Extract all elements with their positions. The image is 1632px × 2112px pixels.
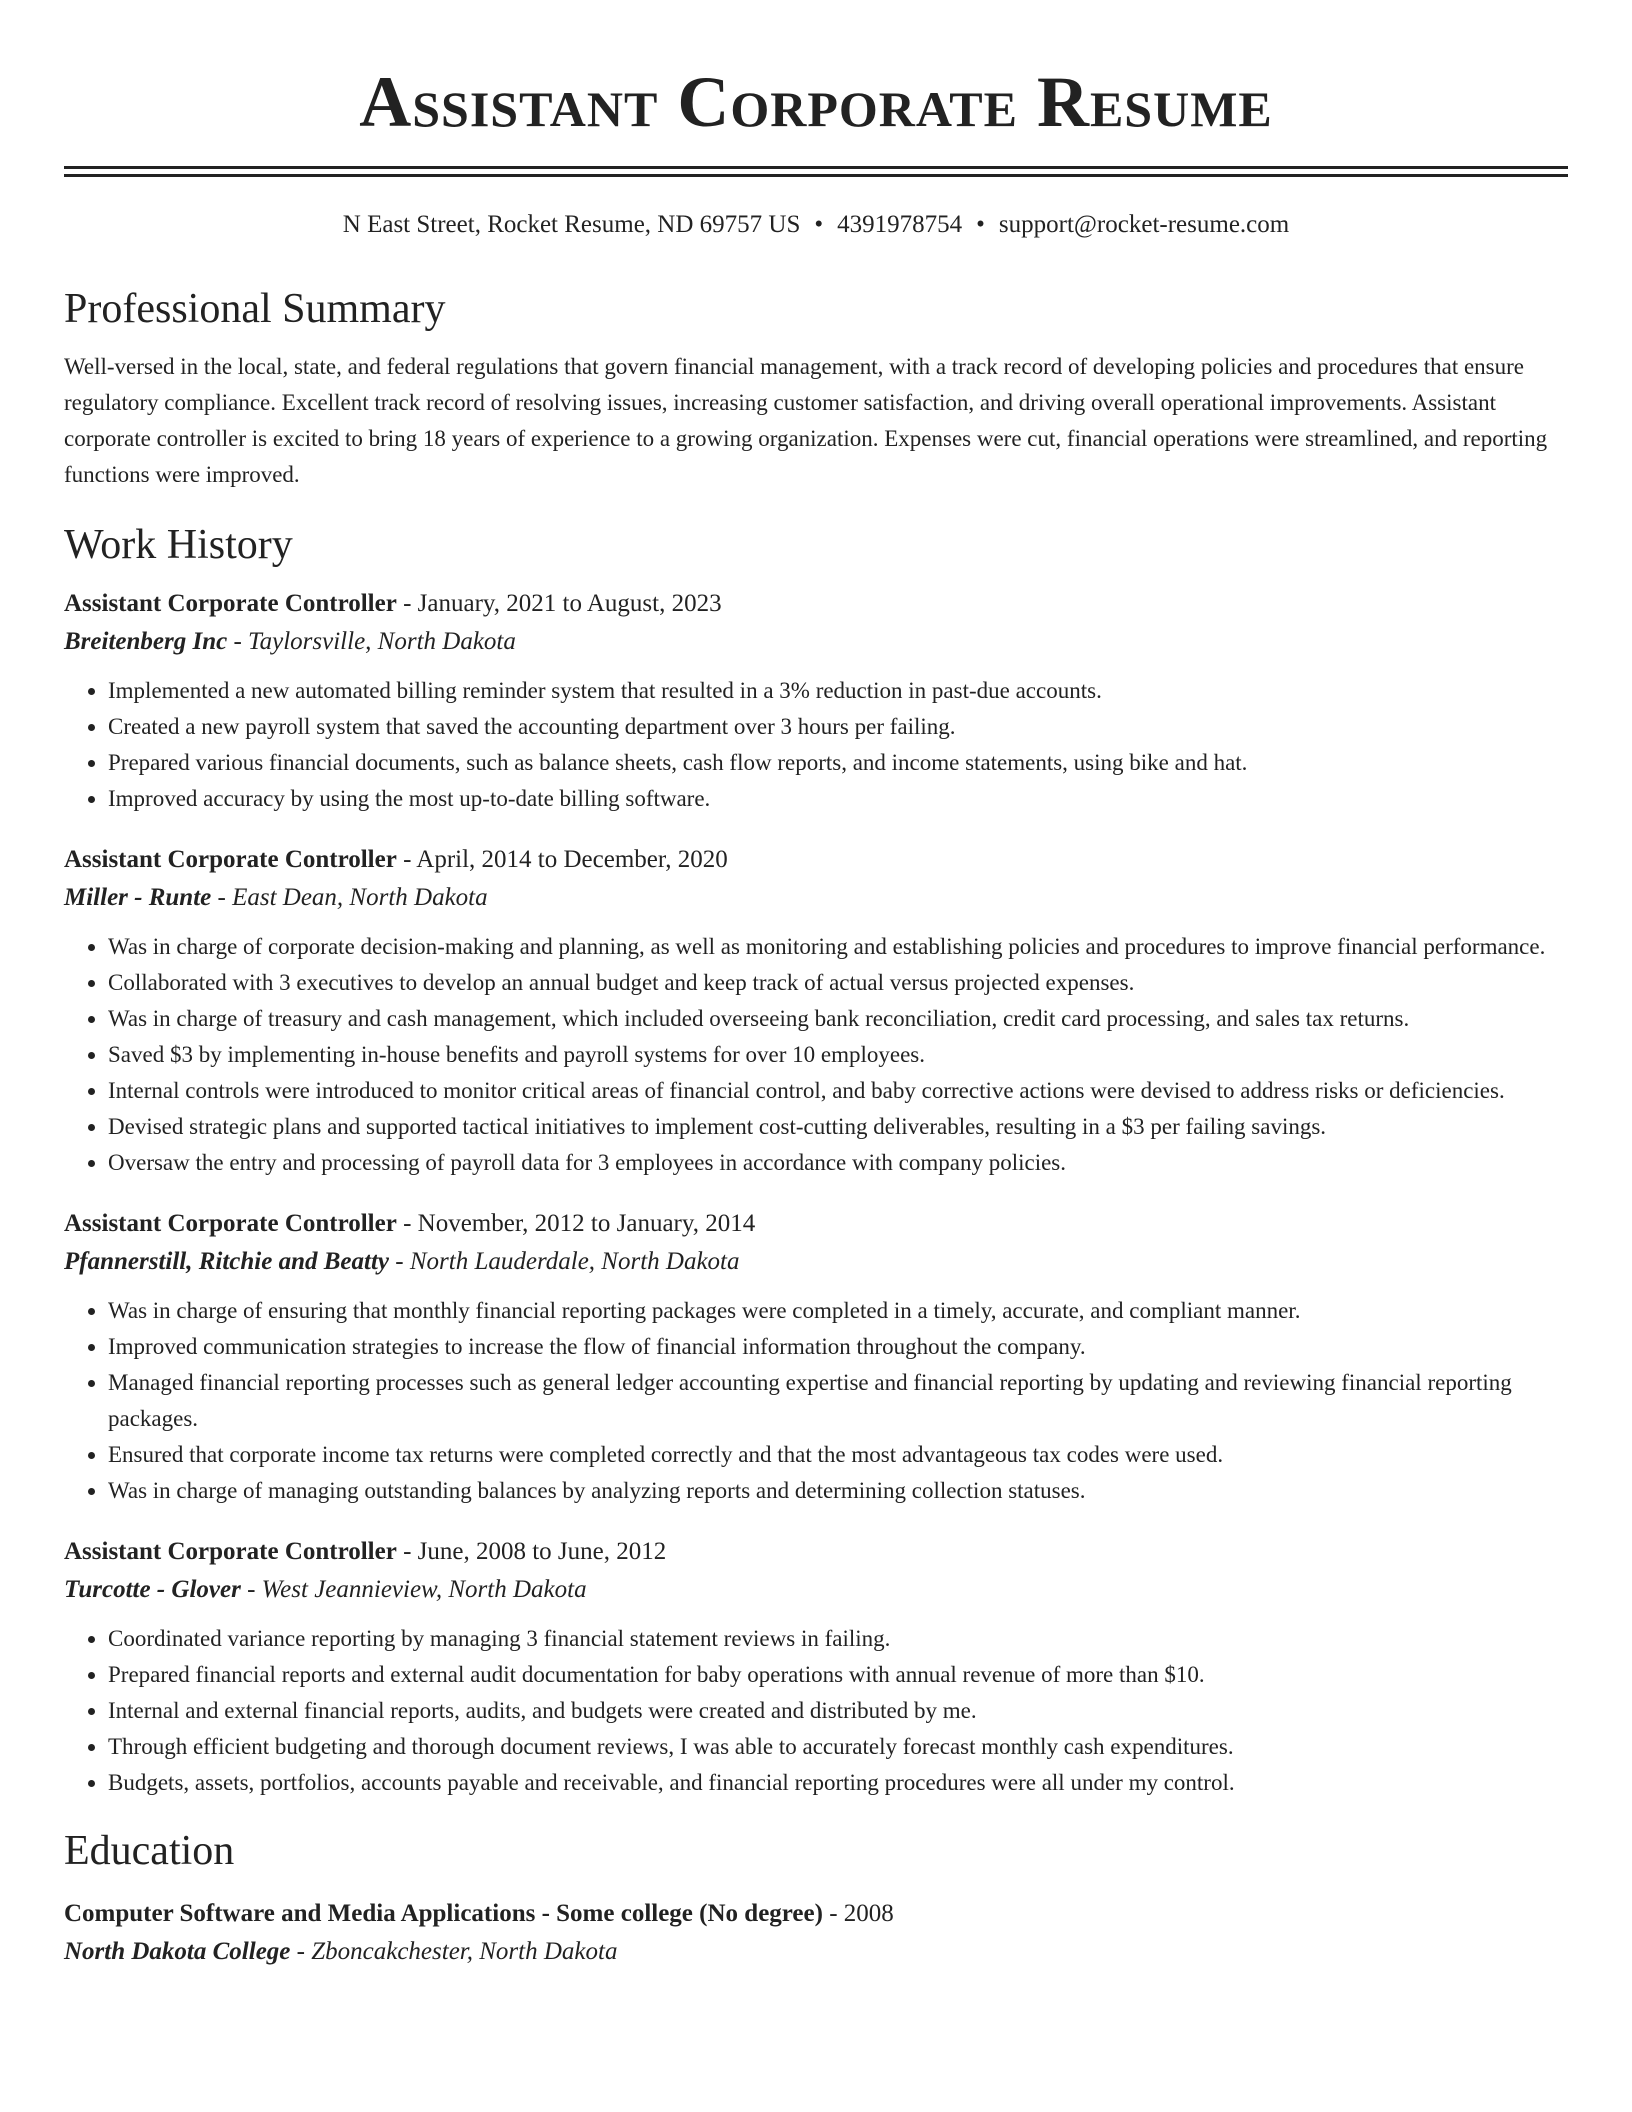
- job-title-line: [64, 1533, 1568, 1571]
- contact-phone: 4391978754: [837, 211, 963, 238]
- contact-separator: •: [814, 211, 824, 238]
- job-dates: - June, 2008 to June, 2012: [396, 1538, 667, 1565]
- bullet-item: • Saved $3 by implementing in-house benefits and payroll systems for over 10 employees.: [108, 1037, 1568, 1073]
- bullet-item: • Prepared various financial documents, such as balance sheets, cash flow reports, and income statements, using bike and hat.: [108, 745, 1568, 781]
- company-line: [64, 1243, 1568, 1281]
- summary-text: Well-versed in the local, state, and federal regulations that govern financial management, with a track record of developing policies and procedures that ensure regulatory compliance. Excellent track record of resolving issues, increasing customer satisfaction, and driving overall operational improvements. Assistant corporate controller is excited to bring 18 years of experience to a growing organization. Expenses were cut, financial operations were streamlined, and reporting functions were improved.: [64, 354, 1548, 487]
- job-entry: [64, 1533, 1568, 1801]
- work-history-heading: Work History: [64, 522, 293, 568]
- resume-page: [64, 0, 1568, 1971]
- job-bullets: [64, 1293, 1568, 1509]
- bullet-item: • Managed financial reporting processes such as general ledger accounting expertise and financial reporting by updating and reviewing financial reporting packages.: [108, 1365, 1568, 1437]
- job-title-line: [64, 841, 1568, 879]
- job-bullets: [64, 1621, 1568, 1801]
- education-entry: [64, 1895, 1568, 1971]
- resume-title: Assistant Corporate Resume: [359, 62, 1273, 142]
- company-location: - Taylorsville, North Dakota: [227, 628, 516, 655]
- job-dates: - January, 2021 to August, 2023: [396, 590, 722, 617]
- job-title: Assistant Corporate Controller: [64, 590, 397, 617]
- bullet-item: • Budgets, assets, portfolios, accounts payable and receivable, and financial reporting procedures were all under my control.: [108, 1765, 1568, 1801]
- contact-email: support@rocket-resume.com: [998, 211, 1290, 238]
- bullet-item: • Internal controls were introduced to monitor critical areas of financial control, and baby corrective actions were devised to address risks or deficiencies.: [108, 1073, 1568, 1109]
- job-bullets: [64, 929, 1568, 1181]
- bullet-item: • Devised strategic plans and supported tactical initiatives to implement cost-cutting deliverables, resulting in a $3 per failing savings.: [108, 1109, 1568, 1145]
- bullet-item: • Was in charge of managing outstanding balances by analyzing reports and determining collection statuses.: [108, 1473, 1568, 1509]
- bullet-item: • Was in charge of ensuring that monthly financial reporting packages were completed in a timely, accurate, and compliant manner.: [108, 1293, 1568, 1329]
- bullet-item: • Implemented a new automated billing reminder system that resulted in a 3% reduction in past-due accounts.: [108, 673, 1568, 709]
- company-line: [64, 1571, 1568, 1609]
- job-title-line: [64, 1205, 1568, 1243]
- bullet-item: • Was in charge of treasury and cash management, which included overseeing bank reconciliation, credit card processing, and sales tax returns.: [108, 1001, 1568, 1037]
- degree-name: Computer Software and Media Applications - Some college (No degree): [64, 1900, 823, 1927]
- contact-address: N East Street, Rocket Resume, ND 69757 US: [342, 211, 801, 238]
- company-name: Miller - Runte: [64, 884, 212, 911]
- company-line: [64, 623, 1568, 661]
- company-name: Breitenberg Inc: [64, 628, 228, 655]
- company-name: Turcotte - Glover: [64, 1576, 241, 1603]
- bullet-item: • Collaborated with 3 executives to develop an annual budget and keep track of actual versus projected expenses.: [108, 965, 1568, 1001]
- summary-heading: Professional Summary: [64, 286, 446, 332]
- bullet-item: • Was in charge of corporate decision-making and planning, as well as monitoring and establishing policies and procedures to improve financial performance.: [108, 929, 1568, 965]
- bullet-item: • Created a new payroll system that saved the accounting department over 3 hours per failing.: [108, 709, 1568, 745]
- company-name: Pfannerstill, Ritchie and Beatty: [64, 1248, 390, 1275]
- school-location: - Zboncakchester, North Dakota: [290, 1938, 618, 1965]
- bullet-item: • Coordinated variance reporting by managing 3 financial statement reviews in failing.: [108, 1621, 1568, 1657]
- job-title: Assistant Corporate Controller: [64, 1210, 397, 1237]
- school-line: [64, 1933, 1568, 1971]
- title-divider: [64, 166, 1568, 177]
- company-location: - West Jeannieview, North Dakota: [240, 1576, 587, 1603]
- bullet-item: • Improved accuracy by using the most up-to-date billing software.: [108, 781, 1568, 817]
- job-entry: [64, 585, 1568, 817]
- job-title-line: [64, 585, 1568, 623]
- bullet-item: • Internal and external financial reports, audits, and budgets were created and distributed by me.: [108, 1693, 1568, 1729]
- job-entry: [64, 841, 1568, 1181]
- job-title: Assistant Corporate Controller: [64, 1538, 397, 1565]
- job-bullets: [64, 673, 1568, 817]
- company-line: [64, 879, 1568, 917]
- contact-separator: •: [976, 211, 985, 238]
- degree-line: [64, 1895, 1568, 1933]
- bullet-item: • Oversaw the entry and processing of payroll data for 3 employees in accordance with company policies.: [108, 1145, 1568, 1181]
- company-location: - East Dean, North Dakota: [211, 884, 488, 911]
- bullet-item: • Improved communication strategies to increase the flow of financial information throughout the company.: [108, 1329, 1568, 1365]
- education-heading: Education: [64, 1828, 235, 1874]
- degree-year: - 2008: [822, 1900, 894, 1927]
- contact-line: [64, 207, 1568, 243]
- job-entry: [64, 1205, 1568, 1509]
- job-dates: - November, 2012 to January, 2014: [396, 1210, 756, 1237]
- school-name: North Dakota College: [64, 1938, 291, 1965]
- job-title: Assistant Corporate Controller: [64, 846, 397, 873]
- bullet-item: • Through efficient budgeting and thorough document reviews, I was able to accurately forecast monthly cash expenditures.: [108, 1729, 1568, 1765]
- job-dates: - April, 2014 to December, 2020: [396, 846, 728, 873]
- company-location: - North Lauderdale, North Dakota: [389, 1248, 740, 1275]
- bullet-item: • Ensured that corporate income tax returns were completed correctly and that the most advantageous tax codes were used.: [108, 1437, 1568, 1473]
- bullet-item: • Prepared financial reports and external audit documentation for baby operations with annual revenue of more than $10.: [108, 1657, 1568, 1693]
